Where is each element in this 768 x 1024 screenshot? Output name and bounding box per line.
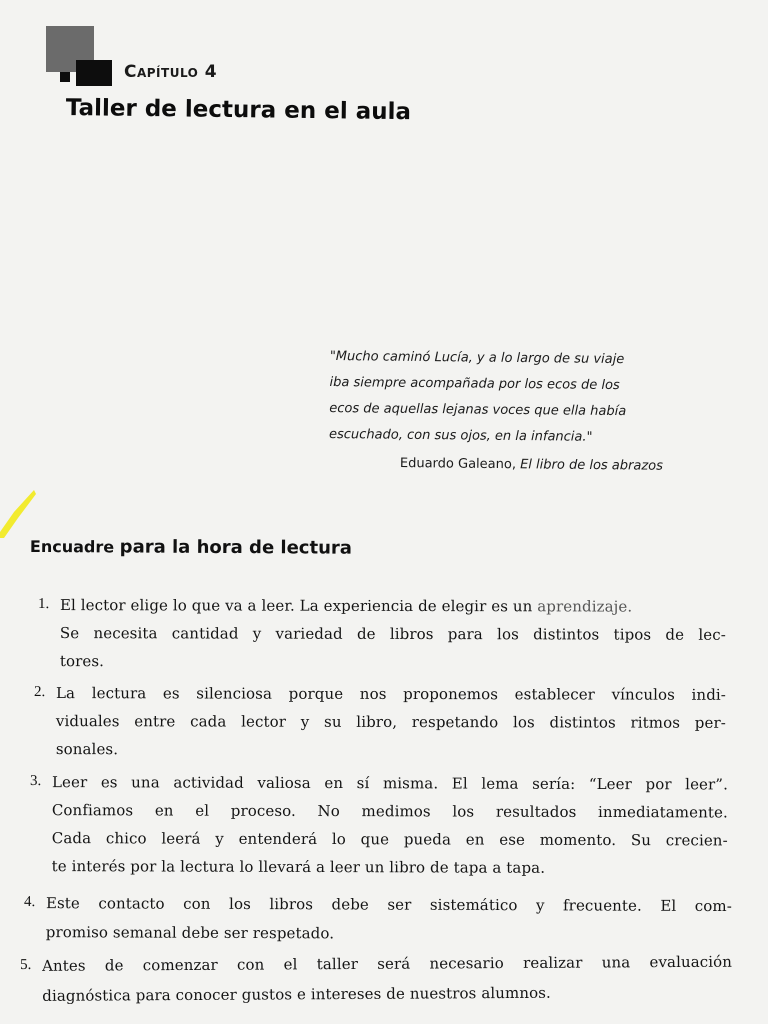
epigraph-author: Eduardo Galeano, <box>399 456 517 473</box>
chapter-label: Capítulo 4 <box>124 62 218 82</box>
list-item-number: 1. <box>37 596 50 613</box>
list-item-line: Leer es una actividad valiosa en sí misma. El lema sería: “Leer por leer”. <box>51 773 728 794</box>
epigraph-line: iba siempre acompañada por los ecos de los <box>329 374 620 394</box>
section-heading-part2: para la hora de lectura <box>119 536 352 559</box>
black-square <box>76 60 112 86</box>
epigraph-line: ecos de aquellas lejanas voces que ella había <box>329 400 627 420</box>
list-item-line: Se necesita cantidad y variedad de libros para los distintos tipos de lec- <box>59 624 726 644</box>
epigraph-book: El libro de los abrazos <box>520 457 664 474</box>
list-item-line: Cada chico leerá y entenderá lo que pueda en ese momento. Su crecien- <box>51 829 728 850</box>
list-item-line-text: El lector elige lo que va a leer. La experiencia de elegir es un <box>59 596 533 616</box>
list-item-line: sonales. <box>55 740 119 759</box>
epigraph-line: escuchado, con sus ojos, en la infancia." <box>328 426 593 445</box>
list-item-number: 5. <box>20 956 32 973</box>
section-heading-part1: Encuadre <box>29 537 115 557</box>
list-item-line <box>60 596 632 615</box>
list-item-number: 2. <box>33 684 46 701</box>
chapter-decoration-squares <box>46 26 112 88</box>
epigraph-quote <box>329 344 730 452</box>
list-item-number: 3. <box>29 773 42 790</box>
list-item-line: tores. <box>59 652 105 671</box>
chapter-title: Taller de lectura en el aula <box>65 95 412 126</box>
small-black-square <box>60 72 70 82</box>
list-item-line: diagnóstica para conocer gustos e intereses de nuestros alumnos. <box>42 983 551 1005</box>
list-item-number: 4. <box>23 894 36 911</box>
list-item-line: Antes de comenzar con el taller será necesario realizar una evaluación <box>41 952 733 975</box>
epigraph-attribution <box>400 456 663 474</box>
list-item-line: La lectura es silenciosa porque nos proponemos establecer vínculos indi- <box>55 684 726 704</box>
list-item-line: Confiamos en el proceso. No medimos los resultados inmediatamente. <box>51 801 728 822</box>
epigraph-line: "Mucho caminó Lucía, y a lo largo de su viaje <box>329 348 625 368</box>
list-item-line: promiso semanal debe ser respetado. <box>45 923 335 943</box>
list-item-line: viduales entre cada lector y su libro, respetando los distintos ritmos per- <box>55 712 726 732</box>
list-item-line-end: aprendizaje. <box>537 597 633 616</box>
list-item-line: te interés por la lectura lo llevará a leer un libro de tapa a tapa. <box>51 857 546 877</box>
list-item-line: Este contacto con los libros debe ser sistemático y frecuente. El com- <box>45 894 732 916</box>
yellow-highlighter-mark <box>0 488 40 538</box>
section-heading <box>30 536 352 559</box>
